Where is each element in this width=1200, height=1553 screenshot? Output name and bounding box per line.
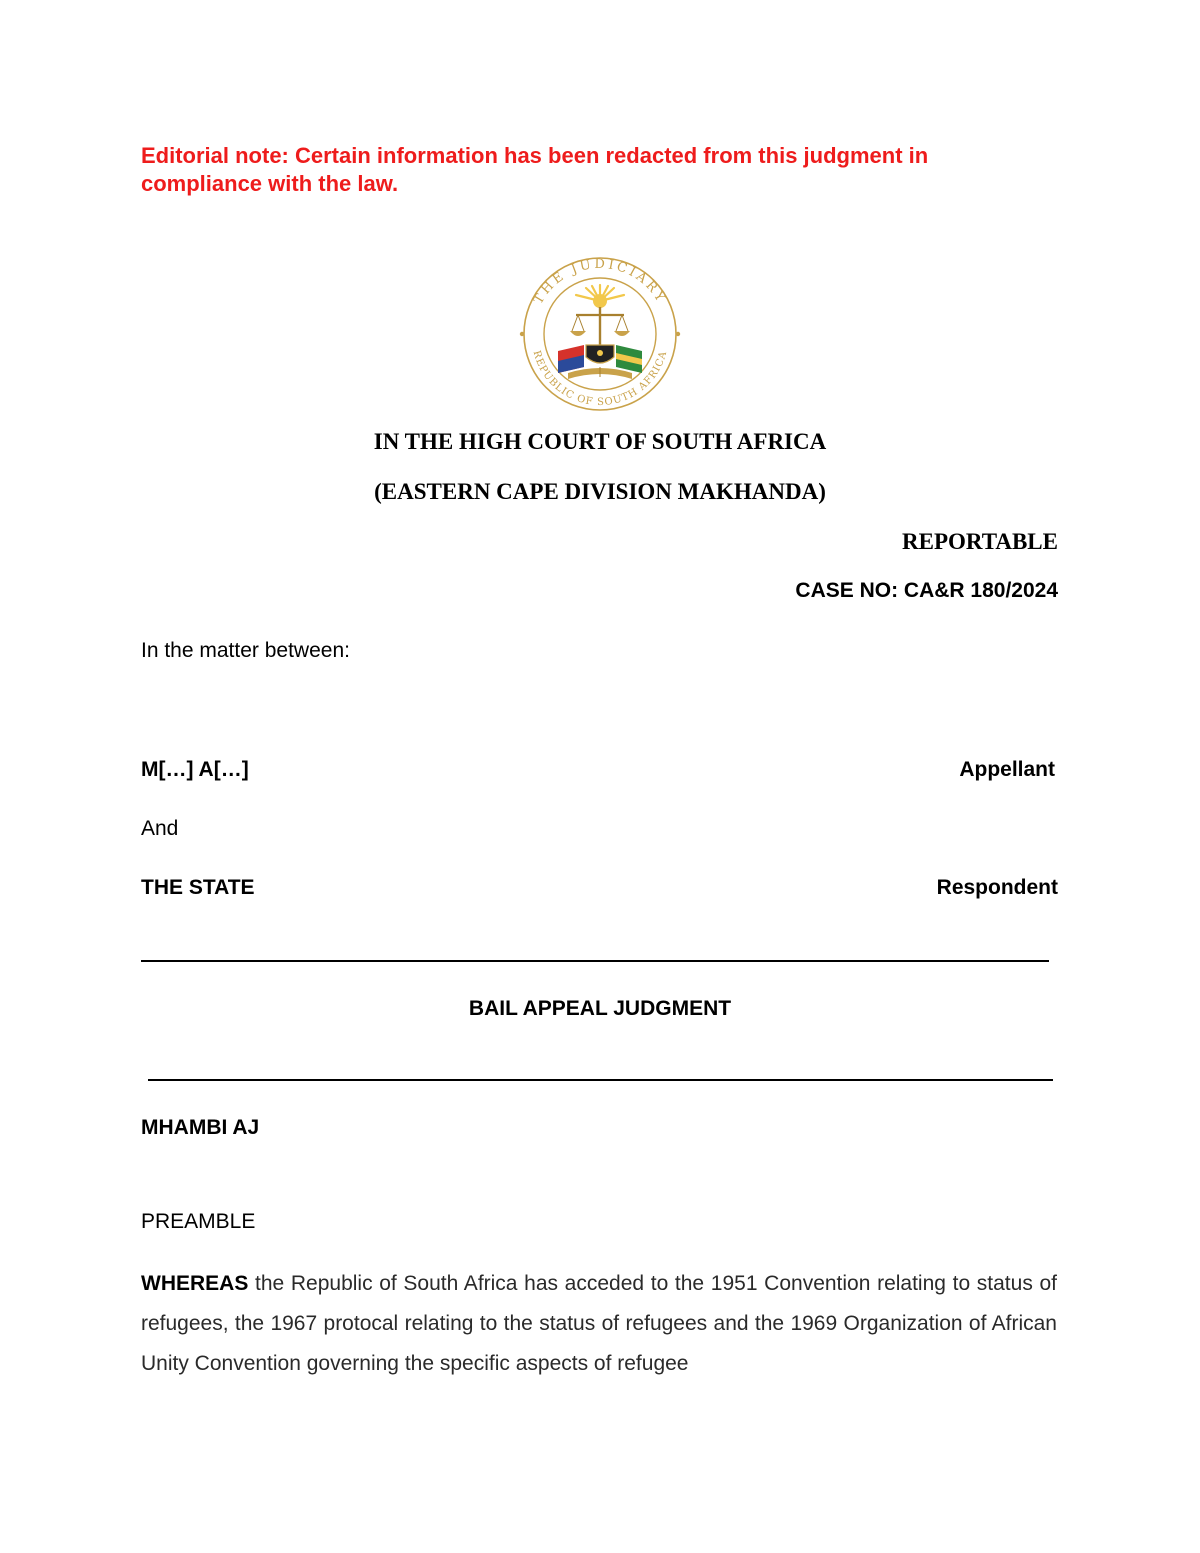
reportable-label: REPORTABLE — [902, 529, 1058, 554]
judiciary-emblem-graphic — [514, 255, 686, 413]
conjunction-and: And — [141, 817, 179, 840]
divider-bottom — [148, 1079, 1053, 1081]
respondent-role: Respondent — [936, 876, 1058, 899]
case-number: CASE NO: CA&R 180/2024 — [795, 579, 1058, 602]
preamble-text: the Republic of South Africa has acceded to the 1951 Convention relating to status of refugees, the 1967 protocal relating to the status of refugees and the 1969 Organization of African Unity Convention governing the specific aspects of refugee — [141, 1272, 1057, 1375]
respondent-name: THE STATE — [141, 876, 255, 899]
emblem-top-text: THE JUDICIARY — [531, 256, 669, 307]
editorial-note: Editorial note: Certain information has been redacted from this judgment in compliance with the law. — [141, 143, 929, 196]
section-heading-preamble: PREAMBLE — [141, 1210, 256, 1233]
preamble-lead-word: WHEREAS — [141, 1272, 249, 1295]
judgment-title: BAIL APPEAL JUDGMENT — [468, 997, 732, 1020]
appellant-role: Appellant — [959, 758, 1055, 781]
court-name: IN THE HIGH COURT OF SOUTH AFRICA — [373, 429, 827, 454]
court-division: (EASTERN CAPE DIVISION MAKHANDA) — [374, 479, 826, 504]
preamble-paragraph — [141, 1264, 1057, 1384]
judge-name: MHAMBI AJ — [141, 1116, 260, 1139]
appellant-name: M[…] A[…] — [141, 758, 249, 781]
divider-top — [141, 960, 1049, 962]
judiciary-emblem — [514, 255, 686, 413]
matter-between: In the matter between: — [141, 639, 350, 662]
emblem-bottom-text: REPUBLIC OF SOUTH AFRICA — [530, 349, 670, 409]
